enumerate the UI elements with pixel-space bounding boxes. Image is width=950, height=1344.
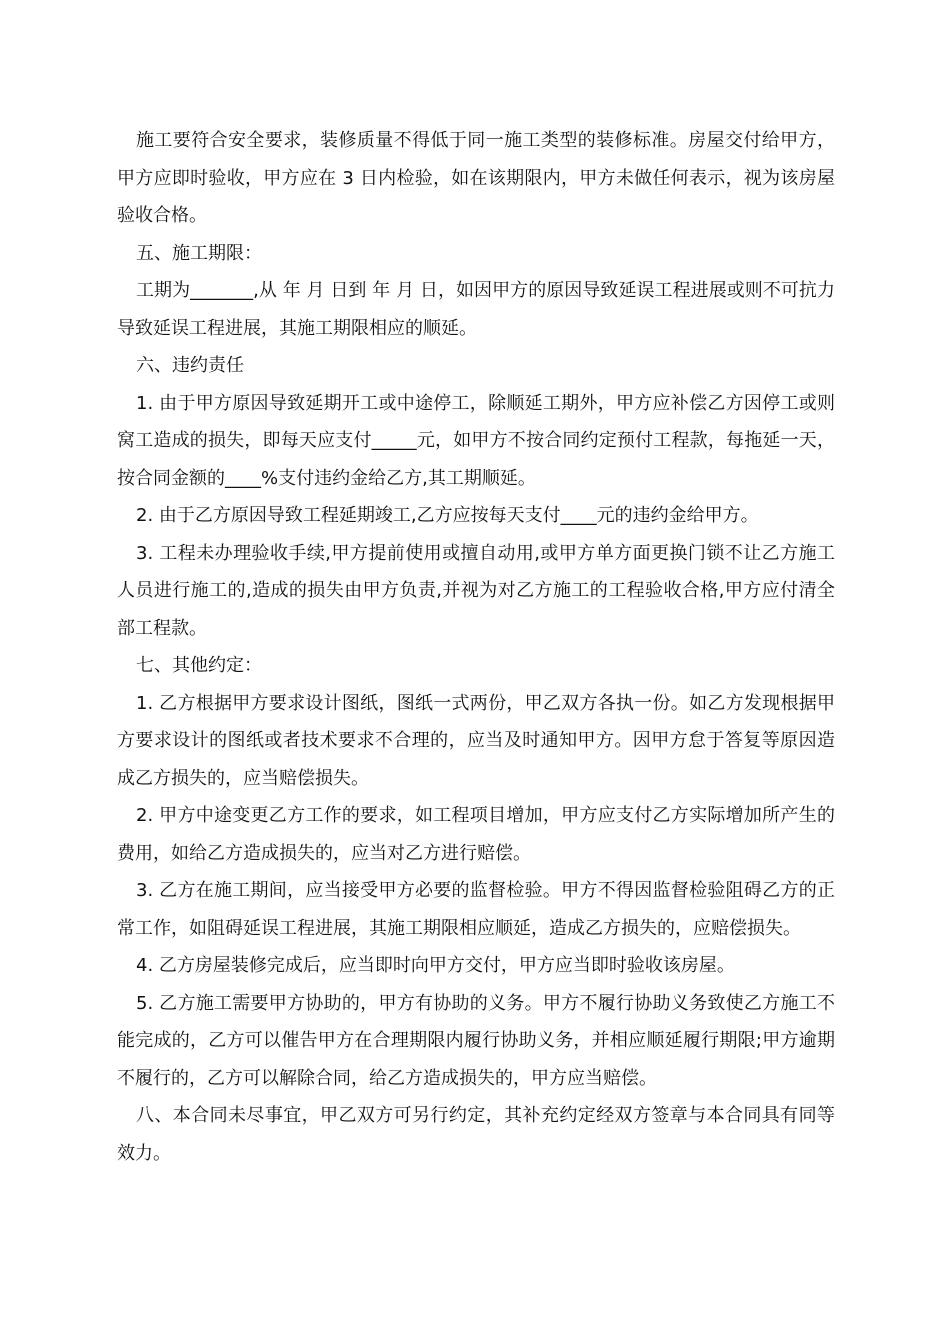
heading-breach-liability: 六、违约责任 <box>136 355 244 376</box>
paragraph-acceptance: 施工要符合安全要求，装修质量不得低于同一施工类型的装修标准。房屋交付给甲方，甲方应即时验收，甲方应在 3 日内检验，如在该期限内，甲方未做任何表示，视为该房屋验收合格。 <box>117 130 835 226</box>
paragraph-breach-3: 3. 工程未办理验收手续,甲方提前使用或擅自动用,或甲方单方面更换门锁不让乙方施工人员进行施工的,造成的损失由甲方负责,并视为对乙方施工的工程验收合格,甲方应付清全部工程款。 <box>117 542 835 639</box>
paragraph-breach-2: 2. 由于乙方原因导致工程延期竣工,乙方应按每天支付____元的违约金给甲方。 <box>136 505 759 526</box>
document-body <box>117 122 835 1172</box>
paragraph-other-5: 5. 乙方施工需要甲方协助的，甲方有协助的义务。甲方不履行协助义务致使乙方施工不能完成的，乙方可以催告甲方在合理期限内履行协助义务，并相应顺延履行期限;甲方逾期不履行的，乙方可以解除合同，给乙方造成损失的，甲方应当赔偿。 <box>117 992 835 1089</box>
paragraph-article-8: 八、本合同未尽事宜，甲乙双方可另行约定，其补充约定经双方签章与本合同具有同等效力。 <box>117 1105 835 1164</box>
paragraph-other-4: 4. 乙方房屋装修完成后，应当即时向甲方交付，甲方应当即时验收该房屋。 <box>136 955 735 976</box>
paragraph-construction-period: 工期为_______,从 年 月 日到 年 月 日，如因甲方的原因导致延误工程进展或则不可抗力导致延误工程进展，其施工期限相应的顺延。 <box>117 280 835 339</box>
paragraph-breach-1: 1. 由于甲方原因导致延期开工或中途停工，除顺延工期外，甲方应补偿乙方因停工或则窝工造成的损失，即每天应支付_____元，如甲方不按合同约定预付工程款，每拖延一天，按合同金额的____%支付违约金给乙方,其工期顺延。 <box>117 392 835 489</box>
paragraph-other-3: 3. 乙方在施工期间，应当接受甲方必要的监督检验。甲方不得因监督检验阻碍乙方的正常工作，如阻碍延误工程进展，其施工期限相应顺延，造成乙方损失的，应赔偿损失。 <box>117 880 835 939</box>
paragraph-other-1: 1. 乙方根据甲方要求设计图纸，图纸一式两份，甲乙双方各执一份。如乙方发现根据甲方要求设计的图纸或者技术要求不合理的，应当及时通知甲方。因甲方怠于答复等原因造成乙方损失的，应当赔偿损失。 <box>117 692 835 789</box>
heading-construction-period: 五、施工期限： <box>136 242 262 264</box>
heading-other-agreements: 七、其他约定： <box>136 655 262 676</box>
paragraph-other-2: 2. 甲方中途变更乙方工作的要求，如工程项目增加，甲方应支付乙方实际增加所产生的费用，如给乙方造成损失的，应当对乙方进行赔偿。 <box>117 805 835 864</box>
